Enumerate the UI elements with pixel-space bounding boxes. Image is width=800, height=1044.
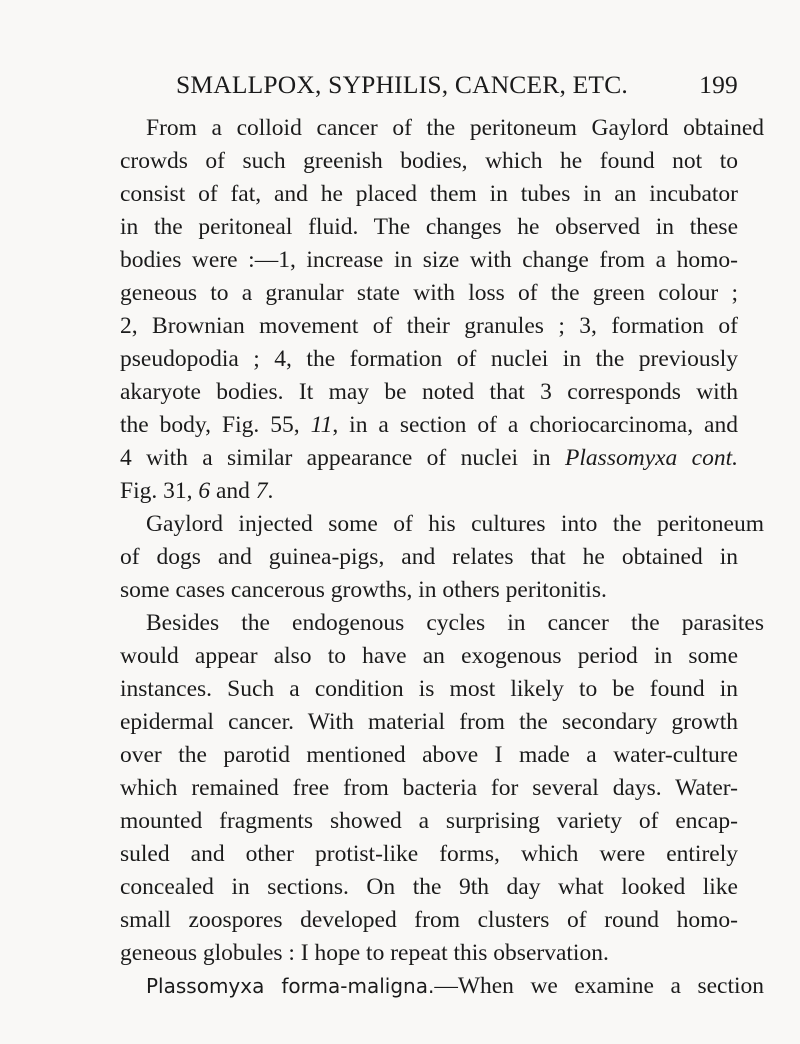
- text-line: small zoospores developed from clusters of round homo-: [120, 907, 738, 933]
- text-line: [120, 476, 312, 506]
- text-line: would appear also to have an exogenous period in some: [120, 643, 738, 669]
- text-line: some cases cancerous growths, in others peritonitis.: [120, 577, 607, 603]
- text-line: pseudopodia ; 4, the formation of nuclei in the previously: [120, 346, 738, 372]
- text-run: 4 with a similar appearance of nuclei in: [120, 445, 566, 471]
- text-line: From a colloid cancer of the peritoneum Gaylord obtained: [146, 115, 764, 141]
- text-run: Fig. 31,: [120, 478, 199, 504]
- text-line: of dogs and guinea-pigs, and relates that he obtained in: [120, 544, 738, 570]
- species-name: Plassomyxa cont.: [565, 445, 738, 471]
- text-line: [120, 971, 764, 1001]
- text-line: consist of fat, and he placed them in tubes in an incubator: [120, 181, 738, 207]
- text-line: 2, Brownian movement of their granules ; 3, formation of: [120, 313, 738, 339]
- page-number: 199: [699, 70, 738, 99]
- figure-reference: 6: [198, 478, 211, 504]
- figure-reference: 11: [310, 412, 333, 438]
- text-line: geneous globules : I hope to repeat this observation.: [120, 940, 609, 966]
- text-run: , in a section of a choriocarcinoma, and: [332, 412, 738, 438]
- text-line: mounted fragments showed a surprising variety of encap-: [120, 808, 738, 834]
- running-head-title: SMALLPOX, SYPHILIS, CANCER, ETC.: [176, 70, 628, 99]
- text-line: epidermal cancer. With material from the secondary growth: [120, 709, 738, 735]
- text-line: bodies were :—1, increase in size with change from a homo-: [120, 247, 738, 273]
- text-line: instances. Such a condition is most likely to be found in: [120, 676, 738, 702]
- text-line: crowds of such greenish bodies, which he found not to: [120, 148, 738, 174]
- section-heading: Plassomyxa forma-maligna.: [146, 974, 435, 998]
- text-line: which remained free from bacteria for several days. Water-: [120, 775, 738, 801]
- text-run: —When we examine a section: [434, 973, 765, 999]
- text-line: over the parotid mentioned above I made a water-culture: [120, 742, 738, 768]
- text-line: [120, 443, 738, 473]
- text-run: the body, Fig. 55,: [120, 412, 311, 438]
- text-line: concealed in sections. On the 9th day what looked like: [120, 874, 738, 900]
- text-line: Besides the endogenous cycles in cancer the parasites: [146, 610, 764, 636]
- running-head: [176, 70, 738, 106]
- text-line: Gaylord injected some of his cultures into the peritoneum: [146, 511, 764, 537]
- text-run: .: [267, 478, 274, 504]
- text-line: akaryote bodies. It may be noted that 3 corresponds with: [120, 379, 738, 405]
- text-line: suled and other protist-like forms, which were entirely: [120, 841, 738, 867]
- text-line: geneous to a granular state with loss of the green colour ;: [120, 280, 738, 306]
- text-run: and: [210, 478, 256, 504]
- text-line: in the peritoneal fluid. The changes he observed in these: [120, 214, 738, 240]
- figure-reference: 7: [255, 478, 268, 504]
- text-line: [120, 410, 738, 440]
